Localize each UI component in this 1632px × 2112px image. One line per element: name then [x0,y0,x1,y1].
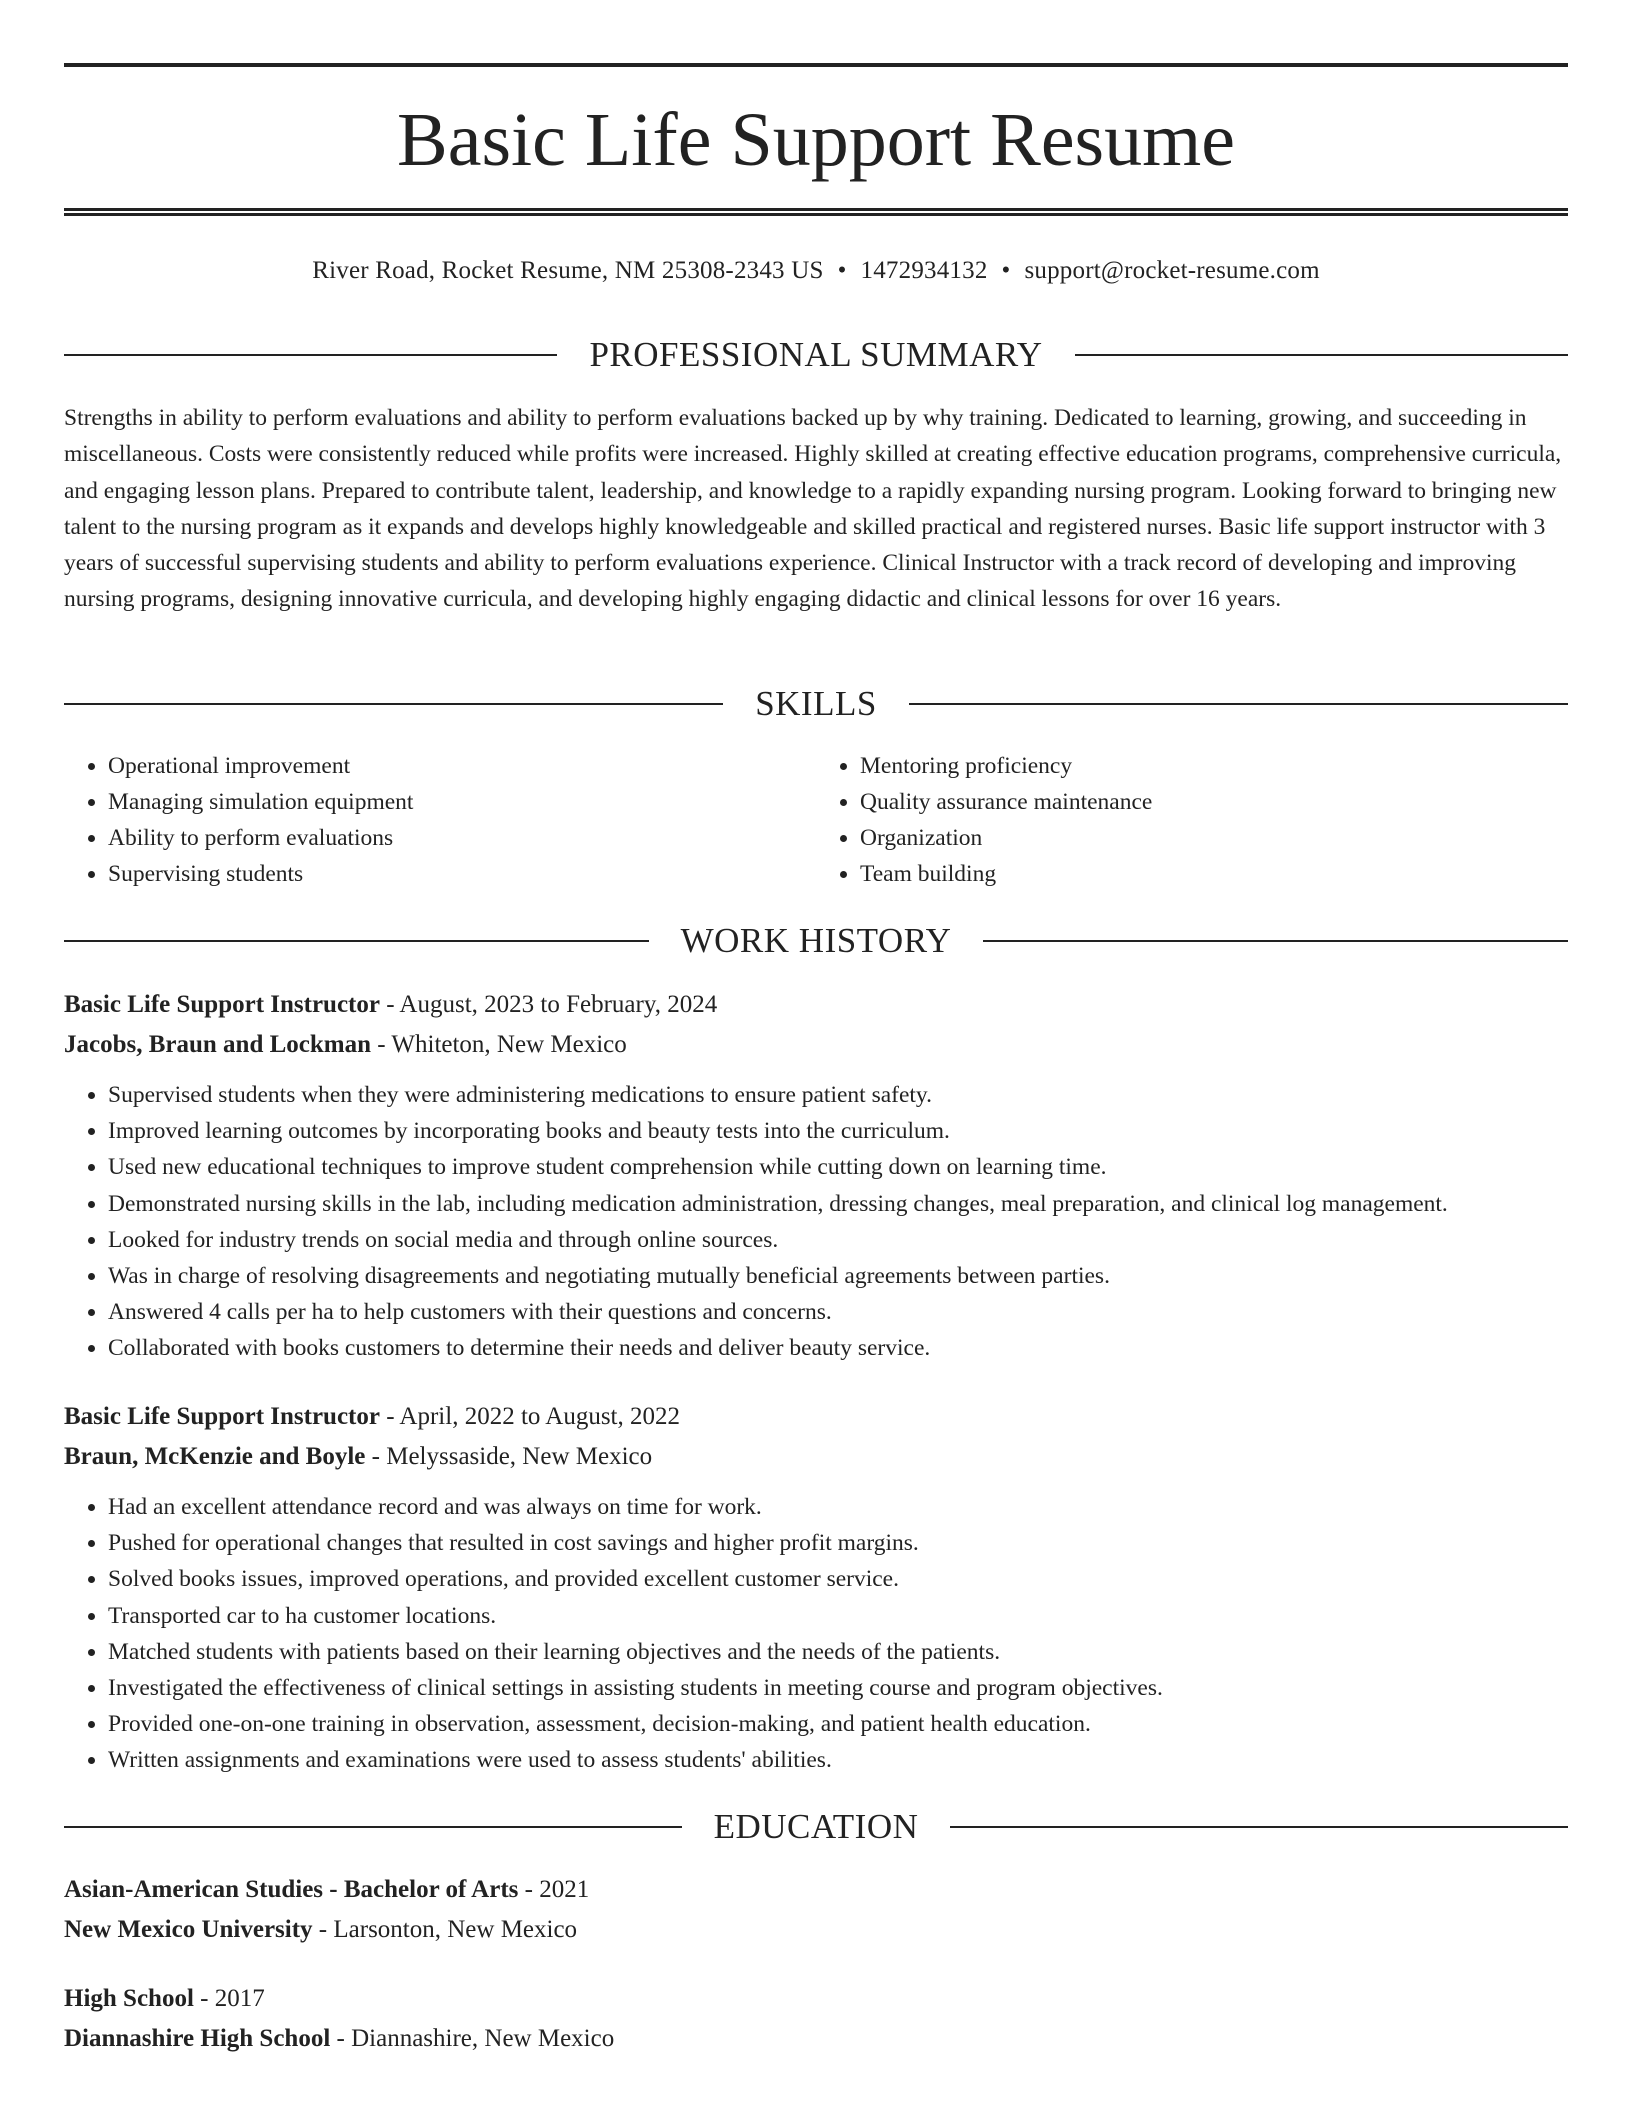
job-bullet: • Demonstrated nursing skills in the lab, including medication administration, dressing changes, meal preparation, and clinical log management. [108,1186,1568,1222]
section-title-education: EDUCATION [713,1807,919,1846]
job-bullet: • Collaborated with books customers to determine their needs and deliver beauty service. [108,1330,1568,1366]
top-rule [64,63,1568,67]
skill-item: • Supervising students [108,856,816,892]
education-school-line [64,1910,1568,1950]
job-bullet: • Pushed for operational changes that resulted in cost savings and higher profit margins. [108,1525,1568,1561]
contact-email: support@rocket-resume.com [1024,257,1320,284]
section-title-skills: SKILLS [755,684,877,723]
divider-line [64,703,723,705]
skills-column-left [64,748,816,892]
divider-line [64,1826,682,1828]
job-bullet: • Used new educational techniques to improve student comprehension while cutting down on learning time. [108,1149,1568,1185]
summary-text: Strengths in ability to perform evaluations and ability to perform evaluations backed up by why training. Dedicated to learning, growing, and succeeding in miscellaneous. Costs were consistently reduced while profits were increased. Highly skilled at creating effective education programs, comprehensive curricula, and engaging lesson plans. Prepared to contribute talent, leadership, and knowledge to a rapidly expanding nursing program. Looking forward to bringing new talent to the nursing program as it expands and develops highly knowledgeable and skilled practical and registered nurses. Basic life support instructor with 3 years of successful supervising students and ability to perform evaluations experience. Clinical Instructor with a track record of developing and improving nursing programs, designing innovative curricula, and developing highly engaging didactic and clinical lessons for over 16 years. [64,405,1562,613]
job-bullet: • Matched students with patients based on their learning objectives and the needs of the patients. [108,1634,1568,1670]
education-year: - 2017 [193,1985,265,2012]
education-location: - Larsonton, New Mexico [312,1916,578,1943]
contact-address: River Road, Rocket Resume, NM 25308-2343 US [312,257,824,284]
job-bullet: • Supervised students when they were administering medications to ensure patient safety. [108,1077,1568,1113]
section-title-work: WORK HISTORY [680,921,952,960]
education-entry [64,1870,1568,1950]
job-bullets [64,1077,1568,1367]
summary-section-header [64,331,1568,379]
job-company-line [64,1437,1568,1477]
job-bullet: • Had an excellent attendance record and was always on time for work. [108,1489,1568,1525]
work-section-header [64,917,1568,965]
job-company: Braun, McKenzie and Boyle [64,1443,366,1470]
divider-line [950,1826,1568,1828]
skills-section-header [64,680,1568,728]
skills-column-right [816,748,1568,892]
job-company: Jacobs, Braun and Lockman [64,1031,372,1058]
education-location: - Diannashire, New Mexico [330,2025,615,2052]
education-entry [64,1979,1568,2059]
education-section-header [64,1803,1568,1851]
contact-phone: 1472934132 [860,257,988,284]
job-bullets [64,1489,1568,1779]
job-dates: - August, 2023 to February, 2024 [379,991,718,1018]
title-double-rule [64,208,1568,216]
skills-list [64,748,1568,892]
job-bullet: • Was in charge of resolving disagreements and negotiating mutually beneficial agreements between parties. [108,1258,1568,1294]
skill-item: • Quality assurance maintenance [860,784,1568,820]
job-title-line [64,985,1568,1025]
education-school: Diannashire High School [64,2025,331,2052]
job-title: Basic Life Support Instructor [64,1403,380,1430]
job-dates: - April, 2022 to August, 2022 [379,1403,680,1430]
job-entry [64,1397,1568,1779]
education-degree-line [64,1870,1568,1910]
job-bullet: • Solved books issues, improved operations, and provided excellent customer service. [108,1561,1568,1597]
education-school: New Mexico University [64,1916,313,1943]
job-company-line [64,1025,1568,1065]
skill-item: • Mentoring proficiency [860,748,1568,784]
divider-line [909,703,1568,705]
divider-line [64,354,557,356]
job-entry [64,985,1568,1367]
skill-item: • Ability to perform evaluations [108,820,816,856]
job-bullet: • Looked for industry trends on social media and through online sources. [108,1222,1568,1258]
education-degree-line [64,1979,1568,2019]
skill-item: • Team building [860,856,1568,892]
section-title-summary: PROFESSIONAL SUMMARY [589,335,1043,374]
education-year: - 2021 [518,1876,590,1903]
job-bullet: • Transported car to ha customer locations. [108,1598,1568,1634]
skill-item: • Organization [860,820,1568,856]
job-title-line [64,1397,1568,1437]
contact-line [64,254,1568,288]
divider-line [983,940,1568,942]
job-bullet: • Answered 4 calls per ha to help customers with their questions and concerns. [108,1294,1568,1330]
education-school-line [64,2019,1568,2059]
job-location: - Melyssaside, New Mexico [365,1443,653,1470]
job-title: Basic Life Support Instructor [64,991,380,1018]
job-bullet: • Improved learning outcomes by incorporating books and beauty tests into the curriculum. [108,1113,1568,1149]
skill-item: • Managing simulation equipment [108,784,816,820]
job-bullet: • Written assignments and examinations were used to assess students' abilities. [108,1742,1568,1778]
divider-line [64,940,649,942]
divider-line [1075,354,1568,356]
job-bullet: • Investigated the effectiveness of clinical settings in assisting students in meeting course and program objectives. [108,1670,1568,1706]
education-degree: High School [64,1985,194,2012]
job-location: - Whiteton, New Mexico [371,1031,627,1058]
education-degree: Asian-American Studies - Bachelor of Arts [64,1876,519,1903]
skill-item: • Operational improvement [108,748,816,784]
resume-title: Basic Life Support Resume [397,98,1235,182]
contact-separator: • [837,257,847,284]
contact-separator: • [1001,257,1011,284]
job-bullet: • Provided one-on-one training in observation, assessment, decision-making, and patient health education. [108,1706,1568,1742]
